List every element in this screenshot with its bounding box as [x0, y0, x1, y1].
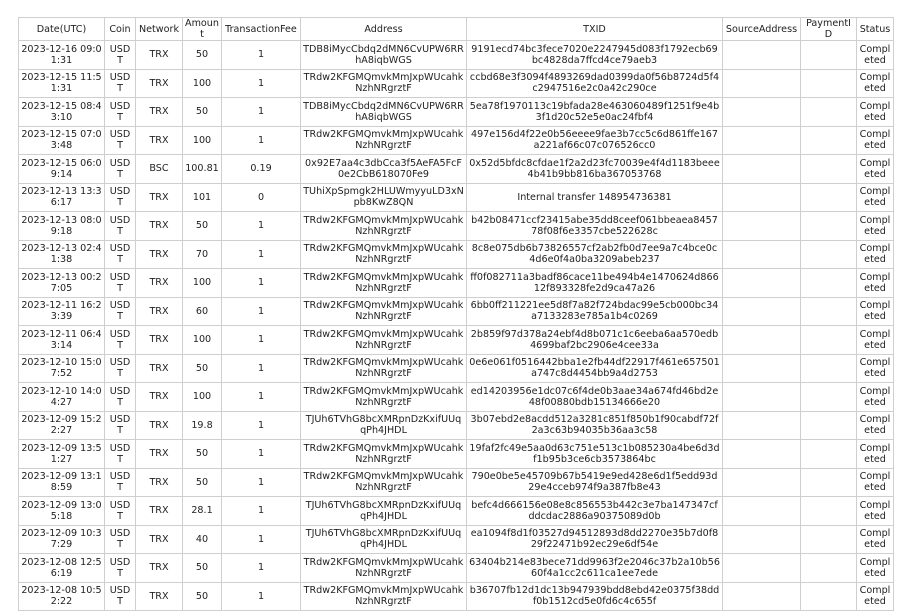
cell-source-address — [723, 525, 801, 554]
cell-network: TRX — [136, 326, 183, 355]
cell-payment-id — [801, 411, 857, 440]
cell-coin: USDT — [105, 582, 136, 611]
cell-txid: 0x52d5bfdc8cfdae1f2a2d23fc70039e4f4d1183beee4b41b9bb816ba367053768 — [467, 155, 723, 184]
cell-network: TRX — [136, 126, 183, 155]
table-row — [19, 354, 894, 383]
cell-date: 2023-12-13 00:27:05 — [19, 269, 105, 298]
cell-status: Completed — [857, 383, 894, 412]
cell-coin: USDT — [105, 554, 136, 583]
cell-coin: USDT — [105, 155, 136, 184]
cell-status: Completed — [857, 269, 894, 298]
cell-network: TRX — [136, 383, 183, 412]
cell-date: 2023-12-11 06:43:14 — [19, 326, 105, 355]
cell-payment-id — [801, 383, 857, 412]
cell-network: TRX — [136, 297, 183, 326]
cell-txid: 8c8e075db6b73826557cf2ab2fb0d7ee9a7c4bce0c4d6e0f4a0ba3209abeb237 — [467, 240, 723, 269]
table-row — [19, 98, 894, 127]
cell-txid: b36707fb12d1dc13b947939bdd8ebd42e0375f38ddf0b1512cd5e0fd6c4c655f — [467, 582, 723, 611]
cell-date: 2023-12-08 10:52:22 — [19, 582, 105, 611]
cell-transaction-fee: 1 — [222, 525, 301, 554]
cell-transaction-fee: 0 — [222, 183, 301, 212]
cell-transaction-fee: 1 — [222, 269, 301, 298]
cell-network: TRX — [136, 440, 183, 469]
cell-amount: 50 — [183, 440, 222, 469]
cell-amount: 28.1 — [183, 497, 222, 526]
cell-payment-id — [801, 212, 857, 241]
col-header-coin: Coin — [105, 18, 136, 41]
cell-date: 2023-12-15 08:43:10 — [19, 98, 105, 127]
cell-status: Completed — [857, 240, 894, 269]
cell-txid: Internal transfer 148954736381 — [467, 183, 723, 212]
cell-amount: 100.81 — [183, 155, 222, 184]
cell-network: TRX — [136, 240, 183, 269]
cell-status: Completed — [857, 354, 894, 383]
cell-txid: ea1094f8d1f03527d94512893d8dd2270e35b7d0f829f22471b92ec29e6df54e — [467, 525, 723, 554]
cell-address: TRdw2KFGMQmvkMmJxpWUcahkNzhNRgrztF — [301, 240, 467, 269]
cell-address: TRdw2KFGMQmvkMmJxpWUcahkNzhNRgrztF — [301, 468, 467, 497]
cell-coin: USDT — [105, 297, 136, 326]
table-row — [19, 440, 894, 469]
col-header-address: Address — [301, 18, 467, 41]
cell-txid: 2b859f97d378a24ebf4d8b071c1c6eeba6aa570edb4699baf2bc2906e4cee33a — [467, 326, 723, 355]
table-body — [19, 41, 894, 611]
cell-transaction-fee: 1 — [222, 468, 301, 497]
table-row — [19, 468, 894, 497]
cell-date: 2023-12-09 13:18:59 — [19, 468, 105, 497]
cell-coin: USDT — [105, 69, 136, 98]
cell-status: Completed — [857, 554, 894, 583]
cell-coin: USDT — [105, 183, 136, 212]
cell-amount: 19.8 — [183, 411, 222, 440]
cell-address: TRdw2KFGMQmvkMmJxpWUcahkNzhNRgrztF — [301, 297, 467, 326]
cell-address: TJUh6TVhG8bcXMRpnDzKxifUUqqPh4JHDL — [301, 525, 467, 554]
cell-payment-id — [801, 354, 857, 383]
cell-address: TRdw2KFGMQmvkMmJxpWUcahkNzhNRgrztF — [301, 212, 467, 241]
cell-transaction-fee: 1 — [222, 326, 301, 355]
cell-coin: USDT — [105, 212, 136, 241]
cell-source-address — [723, 440, 801, 469]
cell-date: 2023-12-09 10:37:29 — [19, 525, 105, 554]
table-row — [19, 525, 894, 554]
cell-date: 2023-12-10 14:04:27 — [19, 383, 105, 412]
cell-txid: befc4d666156e08e8c856553b442c3e7ba147347cfddcdac2886a90375089d0b — [467, 497, 723, 526]
col-header-status: Status — [857, 18, 894, 41]
cell-status: Completed — [857, 582, 894, 611]
cell-network: TRX — [136, 69, 183, 98]
table-row — [19, 326, 894, 355]
cell-date: 2023-12-08 12:56:19 — [19, 554, 105, 583]
cell-payment-id — [801, 497, 857, 526]
cell-payment-id — [801, 326, 857, 355]
cell-txid: 5ea78f1970113c19bfada28e463060489f1251f9e4b3f1d20c52e5e0ac24fbf4 — [467, 98, 723, 127]
cell-transaction-fee: 1 — [222, 582, 301, 611]
cell-transaction-fee: 1 — [222, 98, 301, 127]
cell-date: 2023-12-15 06:09:14 — [19, 155, 105, 184]
cell-date: 2023-12-15 11:51:31 — [19, 69, 105, 98]
cell-transaction-fee: 1 — [222, 297, 301, 326]
transactions-table-container — [18, 17, 894, 611]
cell-source-address — [723, 240, 801, 269]
cell-status: Completed — [857, 297, 894, 326]
cell-amount: 100 — [183, 383, 222, 412]
cell-transaction-fee: 1 — [222, 41, 301, 70]
cell-network: TRX — [136, 554, 183, 583]
col-header-source-address: SourceAddress — [723, 18, 801, 41]
cell-coin: USDT — [105, 468, 136, 497]
table-row — [19, 41, 894, 70]
cell-address: TRdw2KFGMQmvkMmJxpWUcahkNzhNRgrztF — [301, 440, 467, 469]
cell-date: 2023-12-09 13:05:18 — [19, 497, 105, 526]
table-row — [19, 240, 894, 269]
cell-status: Completed — [857, 468, 894, 497]
table-row — [19, 497, 894, 526]
cell-status: Completed — [857, 497, 894, 526]
cell-txid: 19faf2fc49e5aa0d63c751e513c1b085230a4be6d3df1b95b3ce6cb3573864bc — [467, 440, 723, 469]
cell-source-address — [723, 468, 801, 497]
cell-source-address — [723, 297, 801, 326]
cell-txid: 0e6e061f0516442bba1e2fb44df22917f461e657501a747c8d4454bb9a4d2753 — [467, 354, 723, 383]
cell-date: 2023-12-13 13:36:17 — [19, 183, 105, 212]
cell-address: TRdw2KFGMQmvkMmJxpWUcahkNzhNRgrztF — [301, 354, 467, 383]
cell-source-address — [723, 98, 801, 127]
cell-source-address — [723, 554, 801, 583]
cell-payment-id — [801, 126, 857, 155]
cell-payment-id — [801, 98, 857, 127]
cell-coin: USDT — [105, 497, 136, 526]
cell-payment-id — [801, 41, 857, 70]
cell-address: TDB8iMycCbdq2dMN6CvUPW6RRhA8iqbWGS — [301, 98, 467, 127]
cell-payment-id — [801, 297, 857, 326]
cell-payment-id — [801, 183, 857, 212]
cell-network: TRX — [136, 212, 183, 241]
cell-network: TRX — [136, 525, 183, 554]
cell-address: TRdw2KFGMQmvkMmJxpWUcahkNzhNRgrztF — [301, 383, 467, 412]
cell-coin: USDT — [105, 126, 136, 155]
cell-network: TRX — [136, 98, 183, 127]
table-row — [19, 554, 894, 583]
cell-amount: 50 — [183, 554, 222, 583]
cell-network: TRX — [136, 269, 183, 298]
cell-txid: b42b08471ccf23415abe35dd8ceef061bbeaea845778f08f6e3357cbe522628c — [467, 212, 723, 241]
cell-amount: 50 — [183, 468, 222, 497]
cell-source-address — [723, 497, 801, 526]
cell-status: Completed — [857, 126, 894, 155]
cell-amount: 50 — [183, 41, 222, 70]
cell-transaction-fee: 1 — [222, 240, 301, 269]
cell-network: TRX — [136, 497, 183, 526]
cell-transaction-fee: 0.19 — [222, 155, 301, 184]
cell-payment-id — [801, 468, 857, 497]
cell-transaction-fee: 1 — [222, 440, 301, 469]
cell-date: 2023-12-13 08:09:18 — [19, 212, 105, 241]
cell-amount: 50 — [183, 354, 222, 383]
col-header-transaction-fee: TransactionFee — [222, 18, 301, 41]
cell-source-address — [723, 41, 801, 70]
cell-status: Completed — [857, 98, 894, 127]
cell-source-address — [723, 126, 801, 155]
cell-payment-id — [801, 155, 857, 184]
cell-network: TRX — [136, 41, 183, 70]
cell-network: BSC — [136, 155, 183, 184]
cell-source-address — [723, 269, 801, 298]
cell-amount: 40 — [183, 525, 222, 554]
cell-address: 0x92E7aa4c3dbCca3f5AeFA5FcF0e2CbB618070Fe9 — [301, 155, 467, 184]
cell-network: TRX — [136, 411, 183, 440]
cell-transaction-fee: 1 — [222, 383, 301, 412]
cell-coin: USDT — [105, 98, 136, 127]
cell-address: TRdw2KFGMQmvkMmJxpWUcahkNzhNRgrztF — [301, 269, 467, 298]
cell-date: 2023-12-13 02:41:38 — [19, 240, 105, 269]
cell-payment-id — [801, 582, 857, 611]
cell-transaction-fee: 1 — [222, 554, 301, 583]
cell-date: 2023-12-15 07:03:48 — [19, 126, 105, 155]
cell-payment-id — [801, 554, 857, 583]
cell-source-address — [723, 383, 801, 412]
cell-source-address — [723, 212, 801, 241]
cell-source-address — [723, 155, 801, 184]
col-header-network: Network — [136, 18, 183, 41]
cell-transaction-fee: 1 — [222, 126, 301, 155]
cell-status: Completed — [857, 212, 894, 241]
cell-status: Completed — [857, 326, 894, 355]
cell-txid: 6bb0ff211221ee5d8f7a82f724bdac99e5cb000bc34a7133283e785a1b4c0269 — [467, 297, 723, 326]
col-header-payment-id: PaymentID — [801, 18, 857, 41]
cell-amount: 50 — [183, 98, 222, 127]
cell-source-address — [723, 354, 801, 383]
cell-source-address — [723, 69, 801, 98]
table-header-row — [19, 18, 894, 41]
table-row — [19, 297, 894, 326]
cell-date: 2023-12-16 09:01:31 — [19, 41, 105, 70]
cell-transaction-fee: 1 — [222, 497, 301, 526]
cell-status: Completed — [857, 183, 894, 212]
cell-network: TRX — [136, 582, 183, 611]
cell-coin: USDT — [105, 354, 136, 383]
cell-source-address — [723, 582, 801, 611]
cell-amount: 100 — [183, 126, 222, 155]
cell-txid: 9191ecd74bc3fece7020e2247945d083f1792ecb69bc4828da7ffcd4ce79aeb3 — [467, 41, 723, 70]
cell-transaction-fee: 1 — [222, 354, 301, 383]
table-row — [19, 155, 894, 184]
cell-address: TJUh6TVhG8bcXMRpnDzKxifUUqqPh4JHDL — [301, 497, 467, 526]
cell-txid: 497e156d4f22e0b56eeee9fae3b7cc5c6d861ffe167a221af66c07c076526cc0 — [467, 126, 723, 155]
cell-address: TRdw2KFGMQmvkMmJxpWUcahkNzhNRgrztF — [301, 126, 467, 155]
cell-address: TUhiXpSpmgk2HLUWmyyuLD3xNpb8KwZ8QN — [301, 183, 467, 212]
cell-amount: 101 — [183, 183, 222, 212]
cell-payment-id — [801, 525, 857, 554]
cell-coin: USDT — [105, 525, 136, 554]
table-row — [19, 212, 894, 241]
col-header-date: Date(UTC) — [19, 18, 105, 41]
cell-date: 2023-12-11 16:23:39 — [19, 297, 105, 326]
cell-coin: USDT — [105, 411, 136, 440]
cell-coin: USDT — [105, 269, 136, 298]
cell-transaction-fee: 1 — [222, 212, 301, 241]
table-row — [19, 183, 894, 212]
cell-source-address — [723, 411, 801, 440]
col-header-amount: Amount — [183, 18, 222, 41]
cell-payment-id — [801, 240, 857, 269]
cell-source-address — [723, 183, 801, 212]
cell-coin: USDT — [105, 383, 136, 412]
cell-txid: 790e0be5e45709b67b5419e9ed428e6d1f5edd93d29e4cceb974f9a387fb8e43 — [467, 468, 723, 497]
cell-status: Completed — [857, 411, 894, 440]
cell-coin: USDT — [105, 240, 136, 269]
cell-transaction-fee: 1 — [222, 69, 301, 98]
cell-address: TDB8iMycCbdq2dMN6CvUPW6RRhA8iqbWGS — [301, 41, 467, 70]
cell-source-address — [723, 326, 801, 355]
cell-txid: ed14203956e1dc07c6f4de0b3aae34a674fd46bd2e48f00880bdb15134666e20 — [467, 383, 723, 412]
cell-payment-id — [801, 440, 857, 469]
cell-coin: USDT — [105, 440, 136, 469]
table-row — [19, 383, 894, 412]
cell-coin: USDT — [105, 41, 136, 70]
cell-payment-id — [801, 69, 857, 98]
cell-status: Completed — [857, 41, 894, 70]
cell-address: TRdw2KFGMQmvkMmJxpWUcahkNzhNRgrztF — [301, 554, 467, 583]
cell-payment-id — [801, 269, 857, 298]
transactions-table — [18, 17, 894, 611]
table-row — [19, 126, 894, 155]
cell-status: Completed — [857, 155, 894, 184]
cell-network: TRX — [136, 468, 183, 497]
cell-amount: 100 — [183, 69, 222, 98]
cell-txid: ff0f082711a3badf86cace11be494b4e1470624d86612f893328fe2d9ca47a26 — [467, 269, 723, 298]
cell-status: Completed — [857, 440, 894, 469]
cell-amount: 100 — [183, 269, 222, 298]
cell-date: 2023-12-09 15:22:27 — [19, 411, 105, 440]
cell-address: TRdw2KFGMQmvkMmJxpWUcahkNzhNRgrztF — [301, 69, 467, 98]
cell-address: TRdw2KFGMQmvkMmJxpWUcahkNzhNRgrztF — [301, 326, 467, 355]
cell-amount: 100 — [183, 326, 222, 355]
cell-status: Completed — [857, 69, 894, 98]
cell-amount: 60 — [183, 297, 222, 326]
cell-address: TJUh6TVhG8bcXMRpnDzKxifUUqqPh4JHDL — [301, 411, 467, 440]
cell-txid: 63404b214e83bece71dd9963f2e2046c37b2a10b5660f4a1cc2c611ca1ee7ede — [467, 554, 723, 583]
cell-status: Completed — [857, 525, 894, 554]
table-row — [19, 269, 894, 298]
cell-coin: USDT — [105, 326, 136, 355]
cell-txid: ccbd68e3f3094f4893269dad0399da0f56b8724d5f4c2947516e2c0a42c290ce — [467, 69, 723, 98]
table-row — [19, 69, 894, 98]
cell-network: TRX — [136, 354, 183, 383]
cell-amount: 70 — [183, 240, 222, 269]
cell-transaction-fee: 1 — [222, 411, 301, 440]
cell-date: 2023-12-09 13:51:27 — [19, 440, 105, 469]
cell-network: TRX — [136, 183, 183, 212]
cell-amount: 50 — [183, 212, 222, 241]
table-row — [19, 411, 894, 440]
cell-date: 2023-12-10 15:07:52 — [19, 354, 105, 383]
table-row — [19, 582, 894, 611]
cell-txid: 3b07ebd2e8acdd512a3281c851f850b1f90cabdf72f2a3c63b94035b36aa3c58 — [467, 411, 723, 440]
cell-amount: 50 — [183, 582, 222, 611]
cell-address: TRdw2KFGMQmvkMmJxpWUcahkNzhNRgrztF — [301, 582, 467, 611]
col-header-txid: TXID — [467, 18, 723, 41]
